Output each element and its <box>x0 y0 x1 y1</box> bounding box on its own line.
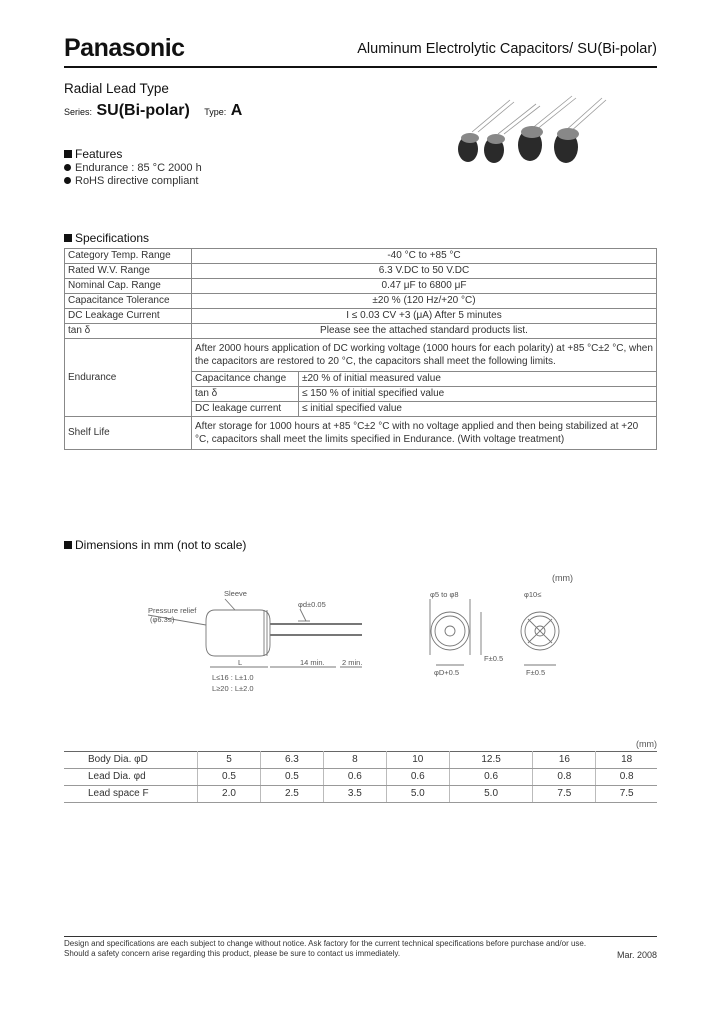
endurance-text: After 2000 hours application of DC working voltage (1000 hours for each polarity) at +85 °C±2 °C, when the capacitors are restored to 20 °C, the capacitors shall meet the following limits. <box>192 339 657 372</box>
footer-note <box>64 939 586 959</box>
product-photo <box>452 92 622 174</box>
table-cell: 12.5 <box>449 752 533 769</box>
spec-value: I ≤ 0.03 CV +3 (μA) After 5 minutes <box>192 309 657 324</box>
spec-value: Please see the attached standard products list. <box>192 324 657 339</box>
drawing-unit: (mm) <box>552 573 573 583</box>
section-square-icon <box>64 541 72 549</box>
table-cell: 0.6 <box>386 769 449 786</box>
shelf-life-label: Shelf Life <box>65 417 192 450</box>
table-row <box>64 769 657 786</box>
capacitor-3 <box>518 126 543 161</box>
length-label: L <box>238 658 243 667</box>
table-row <box>65 294 657 309</box>
series-line <box>64 102 242 120</box>
specifications-table <box>64 248 657 450</box>
shelf-life-text: After storage for 1000 hours at +85 °C±2 °C with no voltage applied and then being stabilized at +20 °C, capacitors shall meet the limits specified in Endurance. (With voltage treatment) <box>192 417 657 450</box>
table-cell: 0.6 <box>323 769 386 786</box>
table-cell: 0.5 <box>198 769 261 786</box>
bullet-icon <box>64 164 71 171</box>
spec-value: ±20 % (120 Hz/+20 °C) <box>192 294 657 309</box>
table-row <box>65 264 657 279</box>
row-label: Body Dia. φD <box>64 752 198 769</box>
footer-rule <box>64 936 657 937</box>
table-cell: 7.5 <box>596 786 657 803</box>
dimensions-table <box>64 751 657 803</box>
feature-item: RoHS directive compliant <box>64 175 199 187</box>
capacitor-body-outline <box>206 610 270 656</box>
small-dia-label: φ5 to φ8 <box>430 590 459 599</box>
section-square-icon <box>64 150 72 158</box>
table-cell: 0.5 <box>260 769 323 786</box>
table-unit: (mm) <box>636 739 657 749</box>
table-row <box>65 249 657 264</box>
sleeve-label: Sleeve <box>224 589 247 598</box>
table-row <box>65 279 657 294</box>
capacitor-4 <box>554 128 579 163</box>
front-view-small-outline <box>431 612 469 650</box>
lead-space-label: F±0.5 <box>484 654 504 663</box>
spec-label: DC Leakage Current <box>65 309 192 324</box>
table-cell: 5 <box>198 752 261 769</box>
table-cell: 5.0 <box>386 786 449 803</box>
limit-label: Capacitance change <box>192 372 299 387</box>
specifications-heading: Specifications <box>64 231 149 245</box>
endurance-label: Endurance <box>65 339 192 417</box>
table-row <box>65 417 657 450</box>
spec-label: tan δ <box>65 324 192 339</box>
section-square-icon <box>64 234 72 242</box>
limit-value: ≤ 150 % of initial specified value <box>299 387 657 402</box>
footer-note-line: Design and specifications are each subject to change without notice. Ask factory for the current technical specifications before purchase and/or use. <box>64 939 587 948</box>
table-row <box>65 339 657 372</box>
table-cell: 7.5 <box>533 786 596 803</box>
limit-label: tan δ <box>192 387 299 402</box>
table-row <box>64 752 657 769</box>
limit-value: ≤ initial specified value <box>299 402 657 417</box>
dimension-drawing <box>140 585 620 697</box>
body-tolerance-label: φD+0.5 <box>434 668 460 677</box>
table-cell: 0.8 <box>533 769 596 786</box>
tolerance-a-label: L≤16 : L±1.0 <box>212 673 254 682</box>
table-cell: 18 <box>596 752 657 769</box>
feature-item: Endurance : 85 °C 2000 h <box>64 162 202 174</box>
lead-length-label: 14 min. <box>300 658 325 667</box>
table-cell: 2.0 <box>198 786 261 803</box>
page-title: Aluminum Electrolytic Capacitors/ SU(Bi-polar) <box>357 41 657 57</box>
series-value: SU(Bi-polar) <box>96 102 190 119</box>
header-rule <box>64 66 657 68</box>
type-label: Type: <box>204 107 227 117</box>
type-value: A <box>230 102 243 119</box>
series-label: Series: <box>64 107 93 117</box>
limit-value: ±20 % of initial measured value <box>299 372 657 387</box>
spec-label: Rated W.V. Range <box>65 264 192 279</box>
features-heading: Features <box>64 147 122 161</box>
brand-logo: Panasonic <box>64 34 185 62</box>
table-cell: 0.6 <box>449 769 533 786</box>
table-row <box>65 309 657 324</box>
lead-end-label: 2 min. <box>342 658 363 667</box>
limit-label: DC leakage current <box>192 402 299 417</box>
bullet-icon <box>64 177 71 184</box>
table-row <box>65 324 657 339</box>
large-dia-label: φ10≤ <box>524 590 542 599</box>
spec-label: Capacitance Tolerance <box>65 294 192 309</box>
table-cell: 3.5 <box>323 786 386 803</box>
table-cell: 0.8 <box>596 769 657 786</box>
spec-value: 6.3 V.DC to 50 V.DC <box>192 264 657 279</box>
capacitor-2 <box>484 134 505 163</box>
pressure-relief-sub-label: (φ6.3≤) <box>150 615 175 624</box>
spec-label: Category Temp. Range <box>65 249 192 264</box>
spec-label: Nominal Cap. Range <box>65 279 192 294</box>
footer-date: Mar. 2008 <box>616 950 657 960</box>
footer-note-line: Should a safety concern arise regarding this product, please be sure to contact us immediately. <box>64 949 401 958</box>
product-subtitle: Radial Lead Type <box>64 81 169 96</box>
lead-space-label-2: F±0.5 <box>526 668 546 677</box>
pressure-relief-label: Pressure relief <box>148 606 197 615</box>
spec-value: 0.47 μF to 6800 μF <box>192 279 657 294</box>
tolerance-b-label: L≥20 : L±2.0 <box>212 684 254 693</box>
row-label: Lead space F <box>64 786 198 803</box>
row-label: Lead Dia. φd <box>64 769 198 786</box>
table-cell: 16 <box>533 752 596 769</box>
table-row <box>64 786 657 803</box>
spec-value: -40 °C to +85 °C <box>192 249 657 264</box>
table-cell: 5.0 <box>449 786 533 803</box>
table-cell: 6.3 <box>260 752 323 769</box>
table-cell: 8 <box>323 752 386 769</box>
dimensions-heading: Dimensions in mm (not to scale) <box>64 538 246 552</box>
capacitor-1 <box>458 133 479 162</box>
table-cell: 10 <box>386 752 449 769</box>
lead-dia-label: φd±0.05 <box>298 600 326 609</box>
table-cell: 2.5 <box>260 786 323 803</box>
